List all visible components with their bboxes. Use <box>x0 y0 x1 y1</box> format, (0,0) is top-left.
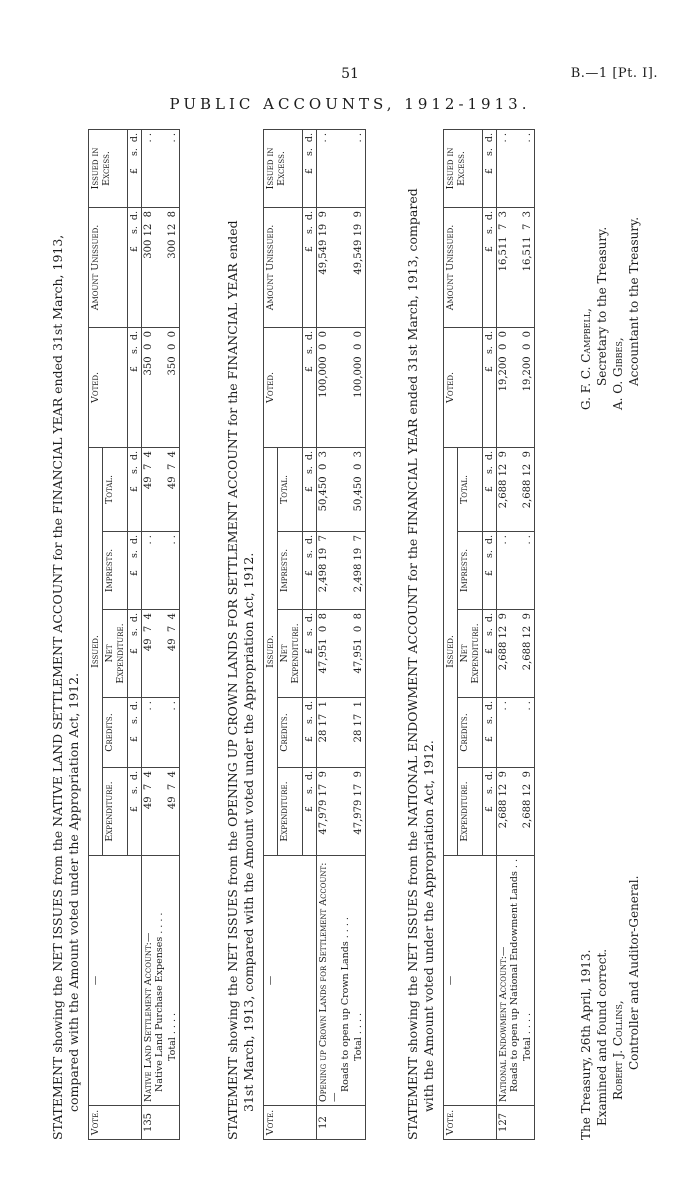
statement-table <box>443 129 535 1140</box>
total-net-expenditure: 2,688 12 9 <box>521 610 535 698</box>
currency-units: £ s. d. <box>303 327 317 447</box>
total-total: 2,688 12 9 <box>521 447 535 531</box>
statement-table <box>263 129 366 1140</box>
net-expenditure-cell: 47,951 0 8 <box>317 610 353 698</box>
vote-header: Vote. <box>444 1106 497 1140</box>
total-excess: . . <box>521 129 535 207</box>
currency-units: £ s. d. <box>303 698 317 768</box>
statement-table <box>88 129 180 1140</box>
amount-unissued-header: Amount Unissued. <box>444 207 483 327</box>
voted-cell: 100,000 0 0 <box>317 327 353 447</box>
expenditure-cell: 49 7 4 <box>142 768 167 856</box>
statement-crown-lands <box>225 130 366 1140</box>
total-credits: 28 17 1 <box>352 698 366 768</box>
currency-units: £ s. d. <box>303 532 317 610</box>
statement-title <box>225 130 257 1140</box>
statement-title-line1: STATEMENT showing the NET ISSUES from the NATIVE LAND SETTLEMENT ACCOUNT for the FINANCIAL YEAR ended 31st March, 1913, <box>50 234 65 1140</box>
expenditure-header: Expenditure. <box>278 768 303 856</box>
total-cell: 50,450 0 3 <box>317 447 353 531</box>
statement-native-land <box>50 130 180 1140</box>
auditor-title: Controller and Auditor-General. <box>627 875 641 1070</box>
accountant-name: A. O. Gibbes, <box>611 337 625 410</box>
total-net-expenditure: 49 7 4 <box>166 610 180 698</box>
issued-header: Issued. <box>264 447 278 855</box>
total-voted: 100,000 0 0 <box>352 327 366 447</box>
total-dots: . . . . <box>353 1012 364 1035</box>
total-cell: 49 7 4 <box>142 447 167 531</box>
item-name: Native Land Purchase Expenses <box>154 936 165 1092</box>
imprests-cell: . . <box>142 532 167 610</box>
net-expenditure-cell: 2,688 12 9 <box>497 610 522 698</box>
imprests-header: Imprests. <box>103 532 128 610</box>
total-unissued: 16,511 7 3 <box>521 207 535 327</box>
amount-unissued-header: Amount Unissued. <box>89 207 128 327</box>
unissued-cell: 16,511 7 3 <box>497 207 522 327</box>
vote-number: 127 <box>497 1106 522 1140</box>
paper-reference: B.—1 [Pt. I]. <box>570 66 658 81</box>
expenditure-cell: 2,688 12 9 <box>497 768 522 856</box>
credits-cell: 28 17 1 <box>317 698 353 768</box>
auditor-name: Robert J. Collins, <box>611 1000 625 1100</box>
secretary-name: G. F. C. Campbell, <box>579 308 593 410</box>
total-total: 50,450 0 3 <box>352 447 366 531</box>
total-expenditure: 49 7 4 <box>166 768 180 856</box>
credits-cell: . . <box>142 698 167 768</box>
currency-units: £ s. d. <box>483 610 497 698</box>
total-cell: 2,688 12 9 <box>497 447 522 531</box>
imprests-header: Imprests. <box>458 532 483 610</box>
total-total: 49 7 4 <box>166 447 180 531</box>
statement-title-line2: 31st March, 1913, compared with the Amount voted under the Appropriation Act, 1912. <box>241 552 256 1112</box>
currency-units: £ s. d. <box>483 207 497 327</box>
total-row <box>352 129 366 1139</box>
currency-units: £ s. d. <box>128 532 142 610</box>
amount-unissued-header: Amount Unissued. <box>264 207 303 327</box>
account-name: Native Land Settlement Account:— <box>143 932 154 1102</box>
table-row <box>317 129 353 1139</box>
currency-units: £ s. d. <box>303 768 317 856</box>
excess-cell: . . <box>497 129 522 207</box>
currency-units: £ s. d. <box>128 698 142 768</box>
description-header: — <box>89 856 142 1106</box>
credits-cell: . . <box>497 698 522 768</box>
currency-units: £ s. d. <box>483 447 497 531</box>
item-description <box>317 856 353 1106</box>
total-unissued: 49,549 19 9 <box>352 207 366 327</box>
currency-units: £ s. d. <box>303 610 317 698</box>
accountant-title: Accountant to the Treasury. <box>627 216 641 386</box>
account-name: Opening up Crown Lands for Settlement Account:— <box>318 862 340 1102</box>
treasury-date: The Treasury, 26th April, 1913. <box>579 949 593 1140</box>
net-expenditure-cell: 49 7 4 <box>142 610 167 698</box>
expenditure-header: Expenditure. <box>103 768 128 856</box>
vote-header: Vote. <box>89 1106 142 1140</box>
currency-units: £ s. d. <box>483 129 497 207</box>
item-dots: . . . . <box>340 917 351 939</box>
currency-units: £ s. d. <box>128 768 142 856</box>
expenditure-header: Expenditure. <box>458 768 483 856</box>
total-excess: . . <box>352 129 366 207</box>
statement-title <box>50 130 82 1140</box>
currency-units: £ s. d. <box>128 447 142 531</box>
total-credits: . . <box>521 698 535 768</box>
statement-national-endowment <box>405 130 535 1140</box>
footer-right <box>578 217 642 410</box>
issued-header: Issued. <box>89 447 103 855</box>
total-header: Total. <box>278 447 303 531</box>
table-row <box>497 129 522 1139</box>
net-expenditure-header: Net Expenditure. <box>103 610 128 698</box>
item-description <box>142 856 167 1106</box>
statement-title-line1: STATEMENT showing the NET ISSUES from the OPENING UP CROWN LANDS FOR SETTLEMENT ACCOUNT for the FINANCIAL YEAR ended <box>225 220 240 1140</box>
total-excess: . . <box>166 129 180 207</box>
total-dots: . . . . <box>167 1012 178 1035</box>
total-voted: 350 0 0 <box>166 327 180 447</box>
expenditure-cell: 47,979 17 9 <box>317 768 353 856</box>
currency-units: £ s. d. <box>483 698 497 768</box>
unissued-cell: 300 12 8 <box>142 207 167 327</box>
item-dots: . . <box>509 859 520 869</box>
page-number: 51 <box>341 66 359 82</box>
examined-note: Examined and found correct. <box>595 948 609 1126</box>
total-label: Total <box>167 1037 178 1061</box>
unissued-cell: 49,549 19 9 <box>317 207 353 327</box>
vote-number: 12 <box>317 1106 353 1140</box>
total-imprests: 2,498 19 7 <box>352 532 366 610</box>
voted-header: Voted. <box>264 327 303 447</box>
total-expenditure: 47,979 17 9 <box>352 768 366 856</box>
issued-header: Issued. <box>444 447 458 855</box>
total-label: Total <box>353 1037 364 1061</box>
rotated-statements <box>50 130 650 1140</box>
item-description <box>497 856 522 1106</box>
currency-units: £ s. d. <box>128 207 142 327</box>
total-credits: . . <box>166 698 180 768</box>
vote-number: 135 <box>142 1106 167 1140</box>
voted-cell: 350 0 0 <box>142 327 167 447</box>
total-dots: . . . . <box>522 1012 533 1035</box>
total-row <box>166 129 180 1139</box>
currency-units: £ s. d. <box>483 768 497 856</box>
issued-in-excess-header: Issued in Excess. <box>264 129 303 207</box>
voted-header: Voted. <box>89 327 128 447</box>
currency-units: £ s. d. <box>128 327 142 447</box>
voted-cell: 19,200 0 0 <box>497 327 522 447</box>
currency-units: £ s. d. <box>128 129 142 207</box>
total-net-expenditure: 47,951 0 8 <box>352 610 366 698</box>
item-name: Roads to open up Crown Lands <box>340 941 351 1092</box>
net-expenditure-header: Net Expenditure. <box>458 610 483 698</box>
currency-units: £ s. d. <box>128 610 142 698</box>
currency-units: £ s. d. <box>483 532 497 610</box>
total-label: Total <box>522 1037 533 1061</box>
description-header: — <box>444 856 497 1106</box>
account-name: National Endowment Account:— <box>498 946 509 1102</box>
net-expenditure-header: Net Expenditure. <box>278 610 303 698</box>
excess-cell: . . <box>317 129 353 207</box>
credits-header: Credits. <box>103 698 128 768</box>
vote-header: Vote. <box>264 1106 317 1140</box>
currency-units: £ s. d. <box>303 207 317 327</box>
footer-left <box>578 876 642 1140</box>
issued-in-excess-header: Issued in Excess. <box>444 129 483 207</box>
total-expenditure: 2,688 12 9 <box>521 768 535 856</box>
table-row <box>142 129 167 1139</box>
total-row <box>521 129 535 1139</box>
total-header: Total. <box>103 447 128 531</box>
statement-title-line2: with the Amount voted under the Appropriation Act, 1912. <box>421 740 436 1112</box>
total-unissued: 300 12 8 <box>166 207 180 327</box>
total-imprests: . . <box>166 532 180 610</box>
statement-title-line2: compared with the Amount voted under the Appropriation Act, 1912. <box>66 672 81 1112</box>
description-header: — <box>264 856 317 1106</box>
item-dots: . . . . <box>154 912 165 934</box>
excess-cell: . . <box>142 129 167 207</box>
credits-header: Credits. <box>278 698 303 768</box>
total-voted: 19,200 0 0 <box>521 327 535 447</box>
total-imprests: . . <box>521 532 535 610</box>
imprests-cell: 2,498 19 7 <box>317 532 353 610</box>
voted-header: Voted. <box>444 327 483 447</box>
total-header: Total. <box>458 447 483 531</box>
statement-title <box>405 130 437 1140</box>
currency-units: £ s. d. <box>303 447 317 531</box>
issued-in-excess-header: Issued in Excess. <box>89 129 128 207</box>
currency-units: £ s. d. <box>483 327 497 447</box>
currency-units: £ s. d. <box>303 129 317 207</box>
item-name: Roads to open up National Endowment Lands <box>509 871 520 1092</box>
imprests-cell: . . <box>497 532 522 610</box>
imprests-header: Imprests. <box>278 532 303 610</box>
statement-title-line1: STATEMENT showing the NET ISSUES from the NATIONAL ENDOWMENT ACCOUNT for the FINANCIAL YEAR ended 31st March, 1913, compared <box>405 188 420 1140</box>
running-title: PUBLIC ACCOUNTS, 1912-1913. <box>169 95 531 113</box>
secretary-title: Secretary to the Treasury. <box>595 226 609 386</box>
credits-header: Credits. <box>458 698 483 768</box>
